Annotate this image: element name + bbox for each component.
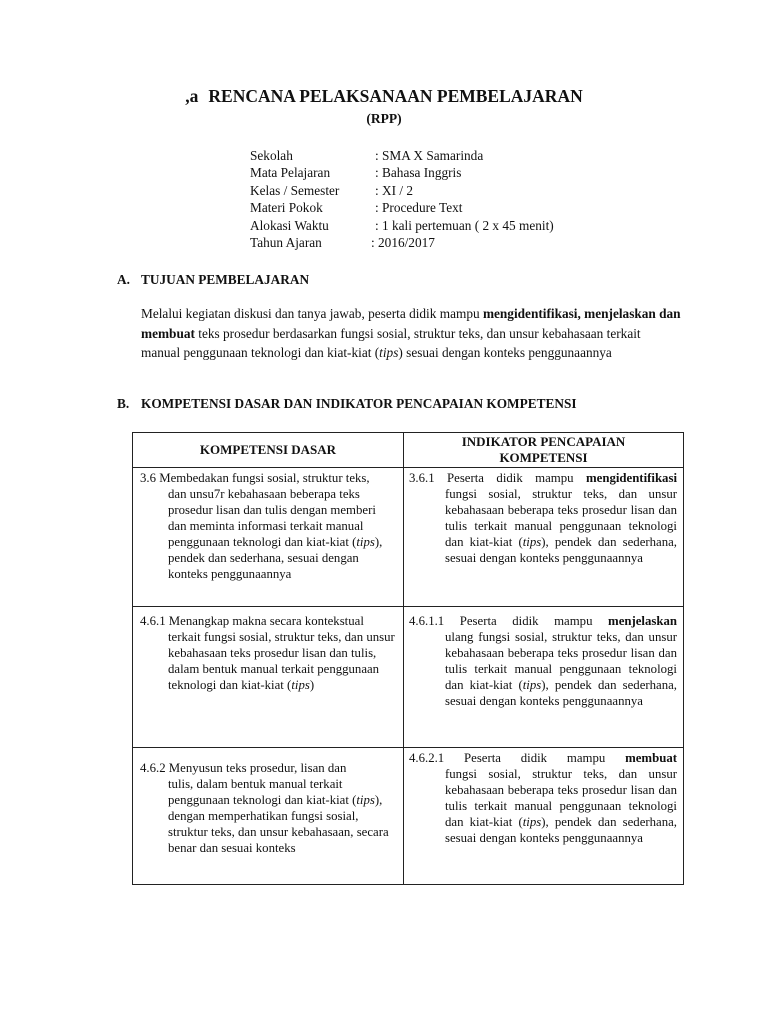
competency-table [132, 432, 684, 885]
indicator-cell [404, 748, 683, 884]
indicator-number: 4.6.1.1 [409, 614, 445, 628]
indicator-bold: membuat [625, 751, 677, 765]
kd-cell [133, 607, 404, 747]
para-bold: mengidentifikasi, menjelaskan dan membuat [141, 306, 681, 341]
indicator-text: ulang fungsi sosial, struktur teks, dan unsur kebahasaan beberapa teks prosedur lisan dan tulis terkait manual penggunaan teknologi dan kiat-kiat ( [445, 630, 677, 692]
para-text: teks prosedur berdasarkan fungsi sosial, struktur teks, dan unsur kebahasaan terkait manual penggunaan teknologi dan kiat-kiat ( [141, 325, 641, 360]
indicator-text: Peserta didik mampu [464, 751, 626, 765]
indicator-italic: tips [522, 815, 542, 829]
indicator-number: 4.6.2.1 [409, 751, 445, 765]
document-title [0, 86, 768, 107]
indicator-cell [404, 607, 683, 747]
para-italic: tips [379, 345, 399, 360]
info-value: : Bahasa Inggris [375, 165, 462, 181]
kd-text: tulis, dalam bentuk manual terkait penggunaan teknologi dan kiat-kiat ( [168, 777, 357, 807]
info-label: Mata Pelajaran [250, 165, 331, 181]
indicator-text: fungsi sosial, struktur teks, dan unsur kebahasaan beberapa teks prosedur lisan dan tulis terkait manual penggunaan teknologi dan kiat-kiat ( [445, 487, 677, 549]
kd-italic: tips [356, 535, 375, 549]
indicator-bold: mengidentifikasi [585, 471, 677, 485]
info-value: : Procedure Text [375, 200, 463, 216]
section-letter: A. [117, 272, 130, 287]
kd-number: 3.6 [140, 471, 156, 485]
kd-number: 4.6.2 [140, 761, 166, 775]
table-row [133, 748, 683, 884]
kd-cell [133, 468, 404, 606]
kd-text-end: ), pendek dan sederhana, sesuai dengan konteks penggunaannya [168, 535, 383, 581]
indicator-text-end: ), pendek dan sederhana, sesuai dengan konteks penggunaannya [445, 678, 677, 708]
info-label: Alokasi Waktu [250, 217, 329, 233]
kd-first-line: Membedakan fungsi sosial, struktur teks, [159, 471, 370, 485]
para-text: ) sesuai dengan konteks penggunaannya [398, 345, 612, 360]
section-title: KOMPETENSI DASAR DAN INDIKATOR PENCAPAIAN KOMPETENSI [141, 396, 577, 411]
title-text: RENCANA PELAKSANAAN PEMBELAJARAN [208, 86, 583, 106]
indicator-bold: menjelaskan [608, 614, 677, 628]
kd-first-line: Menangkap makna secara kontekstual [168, 614, 364, 628]
table-row [133, 468, 683, 607]
para-text: Melalui kegiatan diskusi dan tanya jawab, peserta didik mampu [141, 306, 483, 321]
info-value: : 2016/2017 [371, 234, 435, 250]
info-value: : XI / 2 [375, 182, 414, 198]
kd-text: dan unsu7r kebahasaan beberapa teks prosedur lisan dan tulis dengan memberi dan meminta informasi terkait manual penggunaan teknologi dan kiat-kiat ( [168, 487, 376, 549]
indicator-text-end: ), pendek dan sederhana, sesuai dengan konteks penggunaannya [445, 815, 677, 845]
header-line: KOMPETENSI [499, 450, 588, 465]
info-label: Sekolah [250, 148, 293, 163]
info-label: Tahun Ajaran [250, 234, 322, 250]
kd-number: 4.6.1 [140, 614, 166, 628]
objective-paragraph [141, 304, 681, 363]
info-value: : SMA X Samarinda [375, 148, 484, 163]
kd-cell [133, 748, 404, 884]
header-indikator [404, 433, 683, 467]
indicator-text-end: ), pendek dan sederhana, sesuai dengan konteks penggunaannya [445, 535, 677, 565]
header-kompetensi-dasar: KOMPETENSI DASAR [133, 433, 404, 467]
info-value: : 1 kali pertemuan ( 2 x 45 menit) [375, 217, 554, 233]
indicator-italic: tips [522, 678, 542, 692]
kd-text-end: ) [309, 678, 315, 692]
section-b-heading [117, 396, 577, 412]
indicator-number: 3.6.1 [409, 471, 435, 485]
table-header [133, 433, 683, 468]
document-subtitle: (RPP) [366, 111, 402, 126]
kd-italic: tips [291, 678, 310, 692]
section-title: TUJUAN PEMBELAJARAN [141, 272, 310, 287]
kd-italic: tips [356, 793, 375, 807]
table-row [133, 607, 683, 748]
indicator-cell [404, 468, 683, 606]
info-label: Kelas / Semester [250, 182, 340, 198]
indicator-text: fungsi sosial, struktur teks, dan unsur kebahasaan beberapa teks prosedur lisan dan tulis terkait manual penggunaan teknologi dan kiat-kiat ( [445, 767, 677, 829]
info-label: Materi Pokok [250, 200, 323, 216]
section-a-heading [117, 272, 309, 288]
header-line: INDIKATOR PENCAPAIAN [461, 434, 626, 449]
indicator-italic: tips [522, 535, 542, 549]
indicator-text: Peserta didik mampu [459, 614, 609, 628]
section-letter: B. [117, 396, 130, 411]
kd-first-line: Menyusun teks prosedur, lisan dan [168, 761, 347, 775]
title-prefix: ,a [185, 86, 199, 106]
kd-text: terkait fungsi sosial, struktur teks, dan unsur kebahasaan teks prosedur lisan dan tulis, dalam bentuk manual terkait penggunaan teknologi dan kiat-kiat ( [168, 630, 395, 692]
indicator-text: Peserta didik mampu [447, 471, 586, 485]
kd-text-end: ), dengan memperhatikan fungsi sosial, struktur teks, dan unsur kebahasaan, secara benar dan sesuai konteks [168, 793, 389, 855]
